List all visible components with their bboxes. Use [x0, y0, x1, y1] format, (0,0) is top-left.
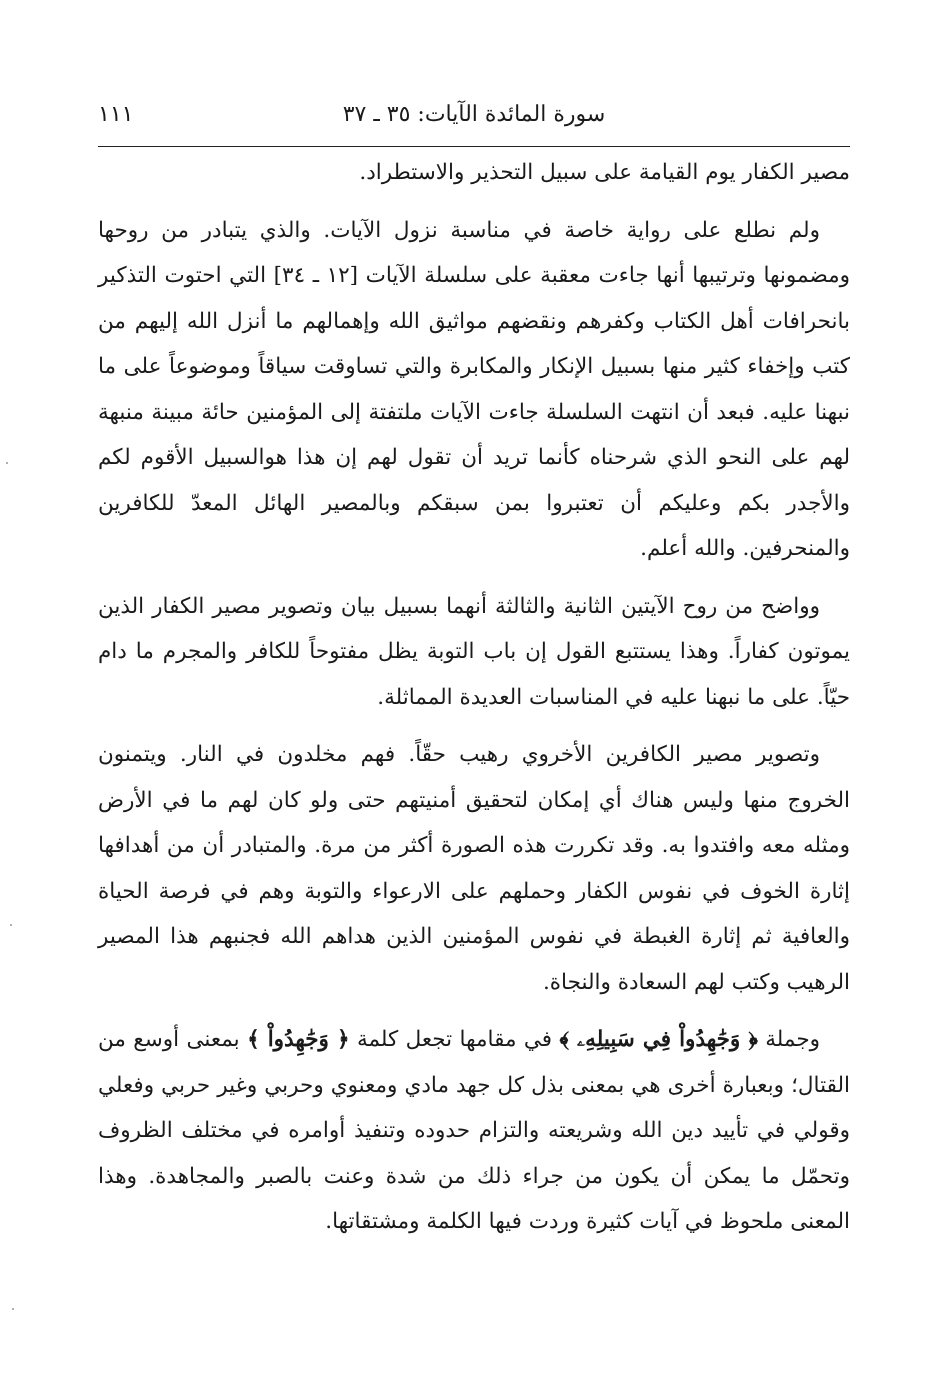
header-divider	[98, 146, 850, 147]
scan-speck	[6, 462, 8, 464]
paragraph: ولم نطلع على رواية خاصة في مناسبة نزول الآيات. والذي يتبادر من روحها ومضمونها وترتيبها أنها جاءت معقبة على سلسلة الآيات [١٢ ـ ٣٤] التي احتوت التذكير بانحرافات أهل الكتاب وكفرهم ونقضهم مواثيق الله وإهمالهم ما أنزل الله إليهم من كتب وإخفاء كثير منها بسبيل الإنكار والمكابرة والتي تساوقت سياقاً وموضوعاً على ما نبهنا عليه. فبعد أن انتهت السلسلة جاءت الآيات ملتفتة إلى المؤمنين حائة مبينة منبهة لهم على النحو الذي شرحناه كأنما تريد أن تقول لهم إن هذا هوالسبيل الأقوم لكم والأجدر بكم وعليكم أن تعتبروا بمن سبقكم وبالمصير الهائل المعدّ للكافرين والمنحرفين. والله أعلم.	[98, 217, 850, 561]
paragraph-text: بمعنى أوسع من القتال؛ وبعبارة أخرى هي بمعنى بذل كل جهد مادي ومعنوي وحربي وغير حربي وفعلي وقولي في تأييد دين الله وشريعته والتزام حدوده وتنفيذ أوامره في مختلف الظروف وتحمّل ما يمكن أن يكون من جراء ذلك من شدة وعنت بالصبر والمجاهدة. وهذا المعنى ملحوظ في آيات كثيرة وردت فيها الكلمة ومشتقاتها.	[98, 1027, 850, 1234]
paragraph-continuation: مصير الكفار يوم القيامة على سبيل التحذير والاستطراد.	[359, 160, 850, 185]
scan-speck	[12, 1308, 14, 1310]
paragraph-text: وجملة	[765, 1027, 821, 1052]
quran-quotation: ﴿ وَجَٰهِدُواْ ﴾	[247, 1027, 350, 1052]
body-text	[98, 150, 850, 1245]
paragraph-with-quran-quote	[98, 1017, 850, 1245]
page-number: ١١١	[98, 102, 134, 127]
quran-quotation: ﴿ وَجَٰهِدُواْ فِي سَبِيلِهِۦ ﴾	[559, 1027, 758, 1052]
scan-speck	[10, 924, 12, 926]
paragraph-text: في مقامها تجعل كلمة	[356, 1027, 553, 1052]
running-header	[98, 100, 850, 140]
chapter-title: سورة المائدة الآيات: ٣٥ ـ ٣٧	[342, 102, 606, 127]
paragraph: وتصوير مصير الكافرين الأخروي رهيب حقّاً. فهم مخلدون في النار. ويتمنون الخروج منها وليس هناك أي إمكان لتحقيق أمنيتهم حتى ولو كان لهم ما في الأرض ومثله معه وافتدوا به. وقد تكررت هذه الصورة أكثر من مرة. والمتبادر أن من أهدافها إثارة الخوف في نفوس الكفار وحملهم على الارعواء والتوبة وهم في فرصة الحياة والعافية ثم إثارة الغبطة في نفوس المؤمنين الذين هداهم الله فجنبهم هذا المصير الرهيب وكتب لهم السعادة والنجاة.	[98, 742, 850, 995]
paragraph: وواضح من روح الآيتين الثانية والثالثة أنهما بسبيل بيان وتصوير مصير الكفار الذين يموتون كفاراً. وهذا يستتبع القول إن باب التوبة يظل مفتوحاً للكافر والمجرم ما دام حيّاً. على ما نبهنا عليه في المناسبات العديدة المماثلة.	[98, 593, 850, 710]
